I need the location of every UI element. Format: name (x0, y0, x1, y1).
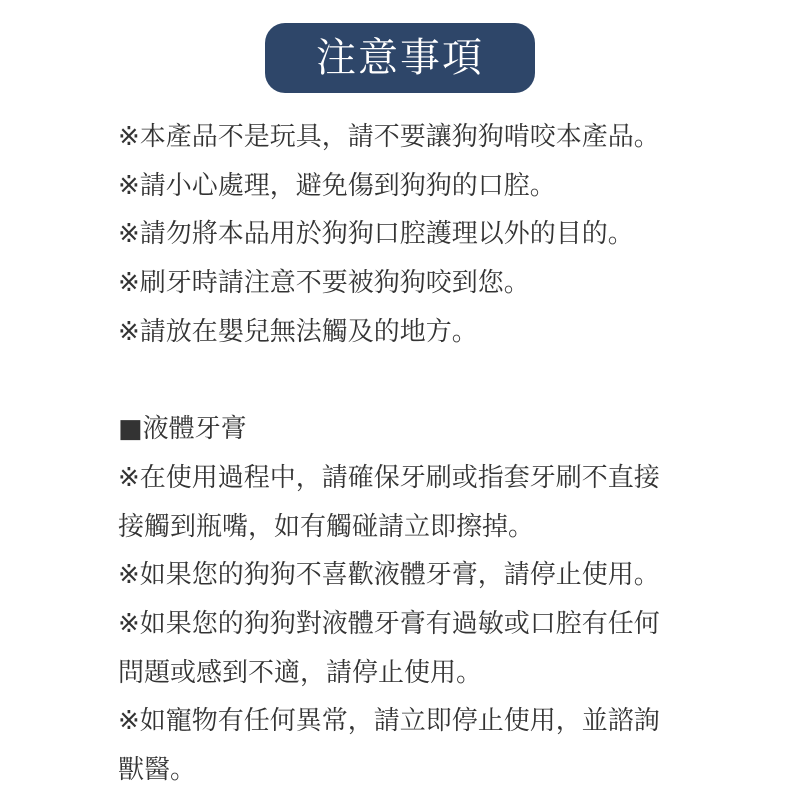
notice-item: ※本產品不是玩具，請不要讓狗狗啃咬本產品。 (118, 122, 660, 152)
notice-item: ※請小心處理，避免傷到狗狗的口腔。 (118, 170, 556, 201)
notice-line: ※如果您的狗狗對液體牙膏有過敏或口腔有任何 (118, 608, 660, 639)
header-badge (265, 23, 535, 93)
notice-line: ※如果您的狗狗不喜歡液體牙膏，請停止使用。 (118, 560, 660, 591)
notice-item (118, 551, 778, 600)
notice-line: ※在使用過程中，請確保牙刷或指套牙刷不直接 (118, 462, 660, 493)
notice-item (118, 454, 778, 551)
notice-line: 接觸到瓶嘴，如有觸碰請立即擦掉。 (118, 511, 535, 542)
notice-item: ※刷牙時請注意不要被狗狗咬到您。 (118, 268, 530, 299)
notice-content (118, 113, 778, 795)
section-title: ■液體牙膏 (118, 414, 247, 445)
general-notice-list (118, 113, 778, 356)
notice-item: ※請放在嬰兒無法觸及的地方。 (118, 316, 478, 347)
notice-line: 獸醫。 (118, 754, 197, 785)
notice-line: ※如寵物有任何異常，請立即停止使用，並諮詢 (118, 706, 660, 737)
notice-item: ※請勿將本品用於狗狗口腔護理以外的目的。 (118, 219, 634, 250)
liquid-toothpaste-section (118, 405, 778, 795)
page-title: 注意事項 (316, 35, 484, 81)
notice-line: 問題或感到不適，請停止使用。 (118, 657, 483, 688)
notice-item (118, 600, 778, 697)
notice-item (118, 697, 778, 794)
